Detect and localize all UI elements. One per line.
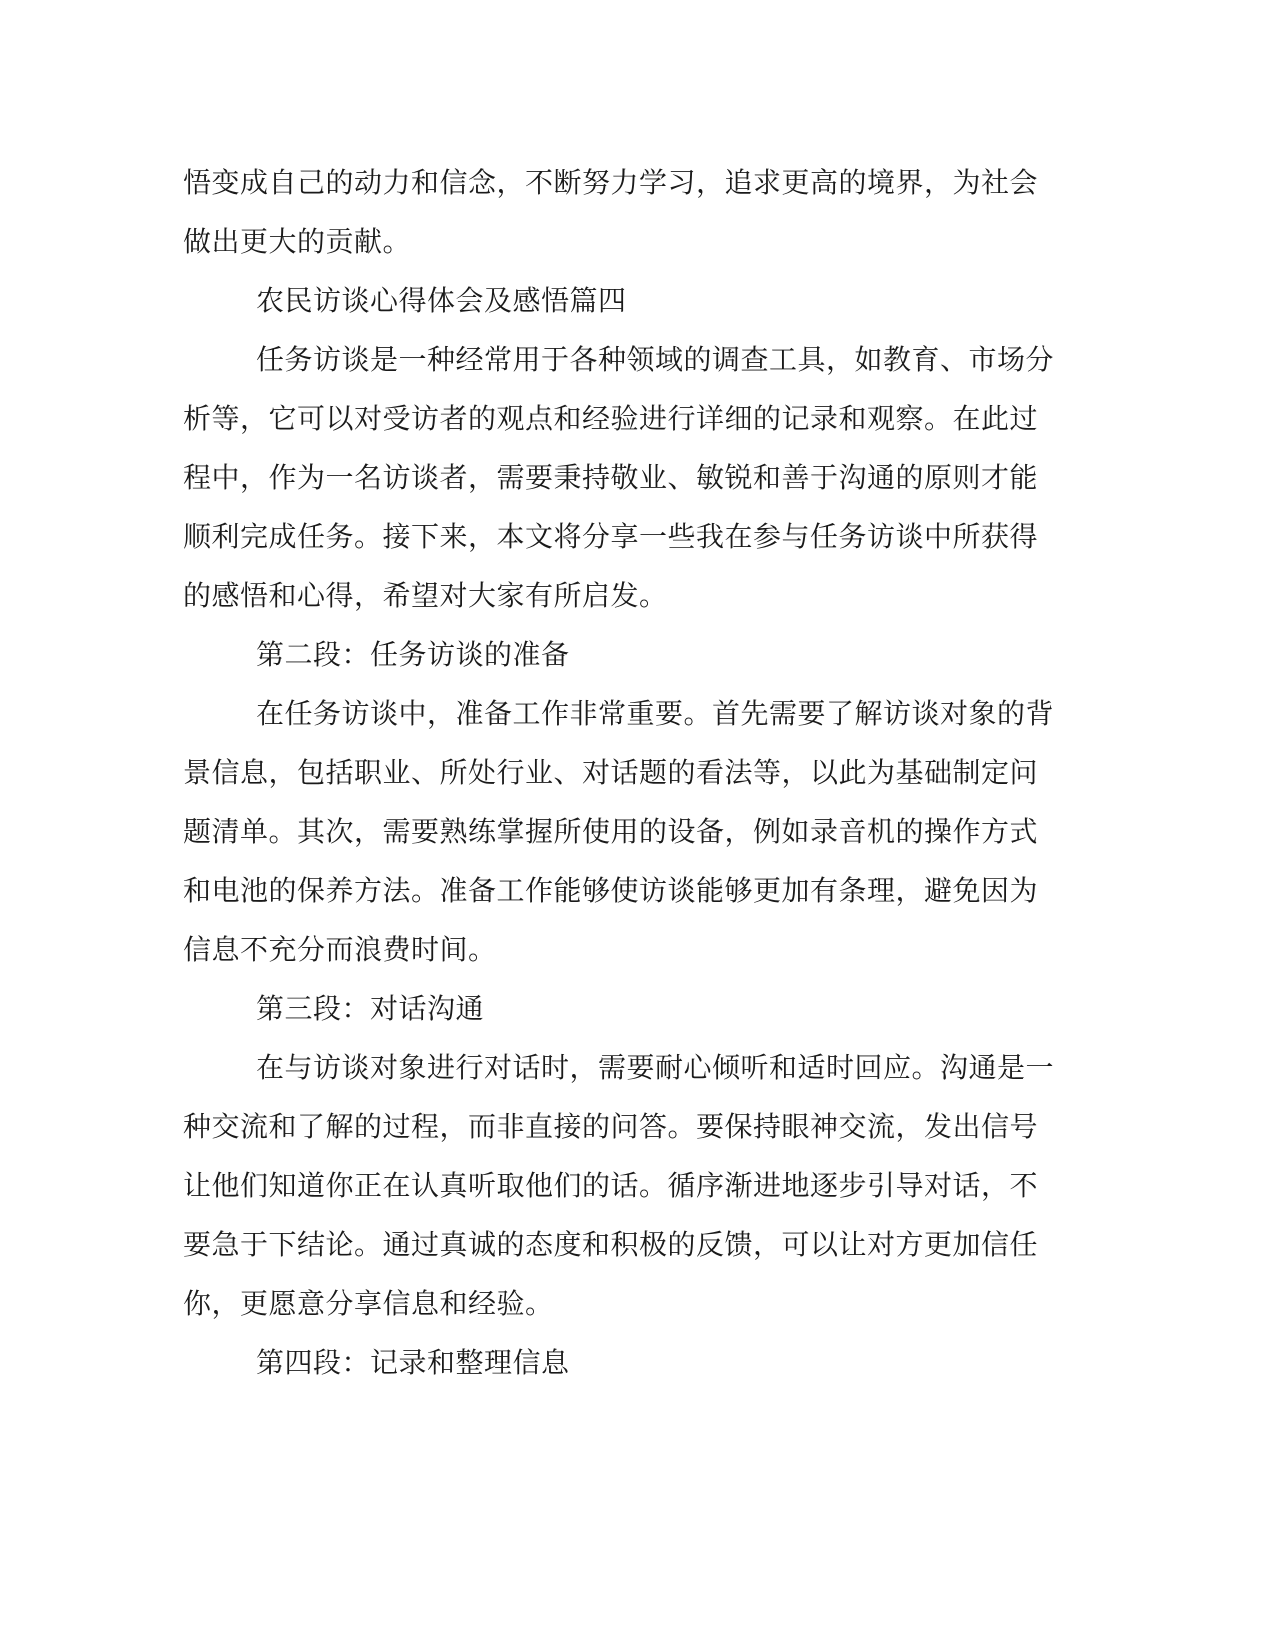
text-line: 和电池的保养方法。准备工作能够使访谈能够更加有条理，避免因为: [183, 874, 1039, 907]
article-heading: 农民访谈心得体会及感悟篇四: [256, 284, 627, 317]
text-line: 信息不充分而浪费时间。: [183, 933, 497, 966]
text-line: 题清单。其次，需要熟练掌握所使用的设备，例如录音机的操作方式: [183, 815, 1039, 848]
text-line: 顺利完成任务。接下来，本文将分享一些我在参与任务访谈中所获得: [183, 520, 1039, 553]
section-heading: 第四段：记录和整理信息: [256, 1346, 570, 1379]
text-line: 在任务访谈中，准备工作非常重要。首先需要了解访谈对象的背: [256, 697, 1055, 730]
text-line: 要急于下结论。通过真诚的态度和积极的反馈，可以让对方更加信任: [183, 1228, 1039, 1261]
text-line: 在与访谈对象进行对话时，需要耐心倾听和适时回应。沟通是一: [256, 1051, 1055, 1084]
text-line: 的感悟和心得，希望对大家有所启发。: [183, 579, 668, 612]
text-line: 做出更大的贡献。: [183, 225, 412, 258]
text-line: 让他们知道你正在认真听取他们的话。循序渐进地逐步引导对话，不: [183, 1169, 1039, 1202]
section-heading: 第三段：对话沟通: [256, 992, 485, 1025]
text-line: 景信息，包括职业、所处行业、对话题的看法等，以此为基础制定问: [183, 756, 1039, 789]
text-line: 你，更愿意分享信息和经验。: [183, 1287, 554, 1320]
text-line: 程中，作为一名访谈者，需要秉持敬业、敏锐和善于沟通的原则才能: [183, 461, 1039, 494]
text-line: 析等，它可以对受访者的观点和经验进行详细的记录和观察。在此过: [183, 402, 1039, 435]
section-heading: 第二段：任务访谈的准备: [256, 638, 570, 671]
text-line: 悟变成自己的动力和信念，不断努力学习，追求更高的境界，为社会: [183, 166, 1039, 199]
text-line: 任务访谈是一种经常用于各种领域的调查工具，如教育、市场分: [256, 343, 1055, 376]
document-body: [183, 153, 1055, 1392]
text-line: 种交流和了解的过程，而非直接的问答。要保持眼神交流，发出信号: [183, 1110, 1039, 1143]
